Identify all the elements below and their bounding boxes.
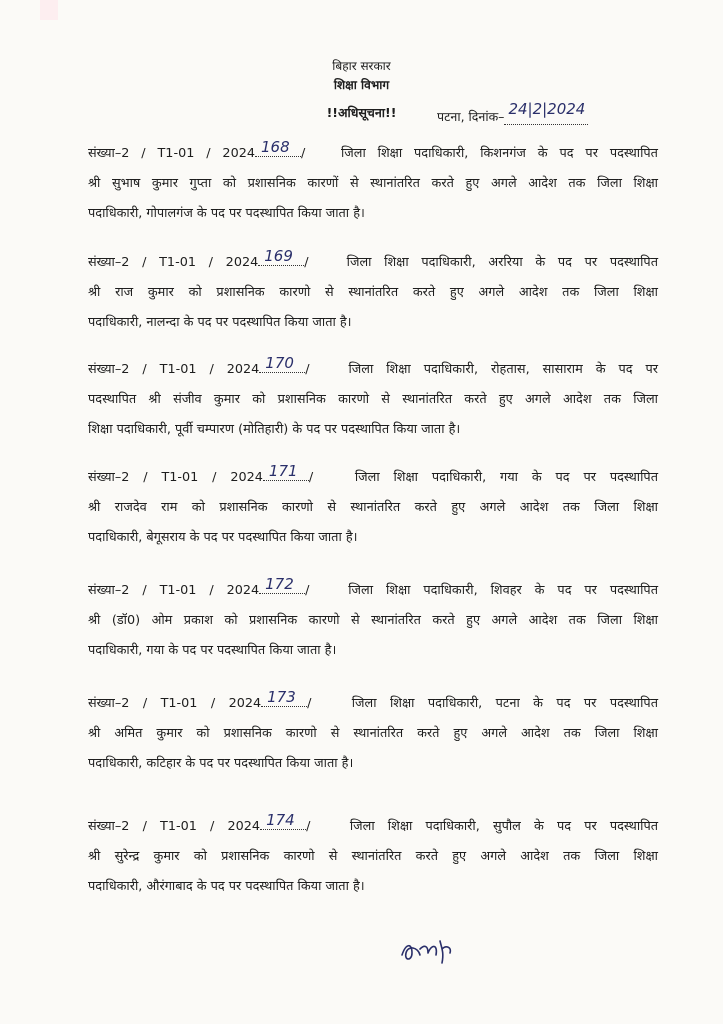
- order-paragraph: संख्या–2 / T1-01 / 2024 172 / जिला शिक्षा पदाधिकारी, शिवहर के पद पर पदस्थापित श्री (डॉ0) ओम प्रकाश को प्रशासनिक कारणो से स्थानांतरित करते हुए अगले आदेश तक जिला शिक्षा पदाधिकारी, गया के पद पर पदस्थापित किया जाता है।: [88, 576, 658, 666]
- order-paragraph: संख्या–2 / T1-01 / 2024 173 / जिला शिक्षा पदाधिकारी, पटना के पद पर पदस्थापित श्री अमित कुमार को प्रशासनिक कारणो से स्थानांतरित करते हुए अगले आदेश तक जिला शिक्षा पदाधिकारी, कटिहार के पद पर पदस्थापित किया जाता है।: [88, 689, 658, 779]
- order-line: पदाधिकारी, बेगूसराय के पद पर पदस्थापित किया जाता है।: [88, 530, 358, 545]
- order-number: 171: [268, 462, 298, 480]
- date-field: [504, 100, 588, 125]
- order-line: जिला शिक्षा पदाधिकारी, रोहतास, सासाराम के पद पर: [348, 362, 658, 377]
- order-line: पदस्थापित श्री संजीव कुमार को प्रशासनिक कारणो से स्थानांतरित करते हुए अगले आदेश तक जिला: [88, 392, 658, 407]
- order-reference: संख्या–2 / T1-01 / 2024: [88, 146, 255, 161]
- order-paragraph: संख्या–2 / T1-01 / 2024 169 / जिला शिक्षा पदाधिकारी, अररिया के पद पर पदस्थापित श्री राज कुमार को प्रशासनिक कारणो से स्थानांतरित करते हुए अगले आदेश तक जिला शिक्षा पदाधिकारी, नालन्दा के पद पर पदस्थापित किया जाता है।: [88, 248, 658, 338]
- order-line: जिला शिक्षा पदाधिकारी, पटना के पद पर पदस्थापित: [351, 696, 658, 711]
- order-number: 169: [264, 247, 293, 265]
- order-line: श्री अमित कुमार को प्रशासनिक कारणो से स्थानांतरित करते हुए अगले आदेश तक जिला शिक्षा: [88, 726, 658, 741]
- date-label: पटना, दिनांक–: [437, 109, 505, 124]
- order-number: 168: [261, 138, 290, 156]
- order-paragraph: संख्या–2 / T1-01 / 2024 170 / जिला शिक्षा पदाधिकारी, रोहतास, सासाराम के पद पर पदस्थापित श्री संजीव कुमार को प्रशासनिक कारणो से स्थानांतरित करते हुए अगले आदेश तक जिला शिक्षा पदाधिकारी, पूर्वी चम्पारण (मोतिहारी) के पद पर पदस्थापित किया जाता है।: [88, 355, 658, 445]
- notification-heading: !!अधिसूचना!!: [326, 105, 397, 120]
- order-line: शिक्षा पदाधिकारी, पूर्वी चम्पारण (मोतिहारी) के पद पर पदस्थापित किया जाता है।: [88, 422, 461, 437]
- order-line: जिला शिक्षा पदाधिकारी, शिवहर के पद पर पदस्थापित: [348, 583, 658, 598]
- order-reference: संख्या–2 / T1-01 / 2024: [88, 583, 260, 598]
- order-line: पदाधिकारी, गोपालगंज के पद पर पदस्थापित किया जाता है।: [88, 206, 365, 221]
- order-line: पदाधिकारी, औरंगाबाद के पद पर पदस्थापित किया जाता है।: [88, 879, 365, 894]
- order-line: पदाधिकारी, गया के पद पर पदस्थापित किया जाता है।: [88, 643, 337, 658]
- order-reference: संख्या–2 / T1-01 / 2024: [88, 470, 263, 485]
- order-line: जिला शिक्षा पदाधिकारी, किशनगंज के पद पर पदस्थापित: [340, 146, 658, 161]
- department-title: शिक्षा विभाग: [333, 78, 390, 92]
- government-title: बिहार सरकार: [332, 59, 391, 73]
- order-line: जिला शिक्षा पदाधिकारी, सुपौल के पद पर पदस्थापित: [349, 819, 659, 834]
- order-reference: संख्या–2 / T1-01 / 2024: [88, 255, 259, 270]
- order-line: श्री राजदेव राम को प्रशासनिक कारणो से स्थानांतरित करते हुए अगले आदेश तक जिला शिक्षा: [88, 500, 658, 515]
- date-line: [437, 100, 588, 125]
- order-line: पदाधिकारी, नालन्दा के पद पर पदस्थापित किया जाता है।: [88, 315, 352, 330]
- order-paragraph: संख्या–2 / T1-01 / 2024 168 / जिला शिक्षा पदाधिकारी, किशनगंज के पद पर पदस्थापित श्री सुभाष कुमार गुप्ता को प्रशासनिक कारणों से स्थानांतरित करते हुए अगले आदेश तक जिला शिक्षा पदाधिकारी, गोपालगंज के पद पर पदस्थापित किया जाता है।: [88, 139, 658, 229]
- date-value: 24|2|2024: [508, 100, 586, 118]
- order-number: 172: [265, 575, 294, 593]
- order-reference: संख्या–2 / T1-01 / 2024: [88, 696, 262, 711]
- order-paragraph: संख्या–2 / T1-01 / 2024 174 / जिला शिक्षा पदाधिकारी, सुपौल के पद पर पदस्थापित श्री सुरेन्द्र कुमार को प्रशासनिक कारणो से स्थानांतरित करते हुए अगले आदेश तक जिला शिक्षा पदाधिकारी, औरंगाबाद के पद पर पदस्थापित किया जाता है।: [88, 812, 658, 902]
- order-line: जिला शिक्षा पदाधिकारी, गया के पद पर पदस्थापित: [354, 470, 658, 485]
- order-line: श्री सुभाष कुमार गुप्ता को प्रशासनिक कारणों से स्थानांतरित करते हुए अगले आदेश तक जिला शिक्षा: [88, 176, 658, 191]
- order-line: श्री (डॉ0) ओम प्रकाश को प्रशासनिक कारणो से स्थानांतरित करते हुए अगले आदेश तक जिला शिक्षा: [88, 613, 658, 628]
- order-line: श्री सुरेन्द्र कुमार को प्रशासनिक कारणो से स्थानांतरित करते हुए अगले आदेश तक जिला शिक्षा: [88, 849, 658, 864]
- order-number: 173: [267, 688, 296, 706]
- order-paragraph: संख्या–2 / T1-01 / 2024 171 / जिला शिक्षा पदाधिकारी, गया के पद पर पदस्थापित श्री राजदेव राम को प्रशासनिक कारणो से स्थानांतरित करते हुए अगले आदेश तक जिला शिक्षा पदाधिकारी, बेगूसराय के पद पर पदस्थापित किया जाता है।: [88, 463, 658, 553]
- signature: [398, 935, 458, 971]
- order-line: पदाधिकारी, कटिहार के पद पर पदस्थापित किया जाता है।: [88, 756, 354, 771]
- order-line: जिला शिक्षा पदाधिकारी, अररिया के पद पर पदस्थापित: [346, 255, 658, 270]
- order-number: 170: [265, 354, 294, 372]
- order-number: 174: [266, 811, 295, 829]
- order-reference: संख्या–2 / T1-01 / 2024: [88, 362, 260, 377]
- order-reference: संख्या–2 / T1-01 / 2024: [88, 819, 261, 834]
- corner-mark: [40, 0, 58, 20]
- order-line: श्री राज कुमार को प्रशासनिक कारणो से स्थानांतरित करते हुए अगले आदेश तक जिला शिक्षा: [88, 285, 658, 300]
